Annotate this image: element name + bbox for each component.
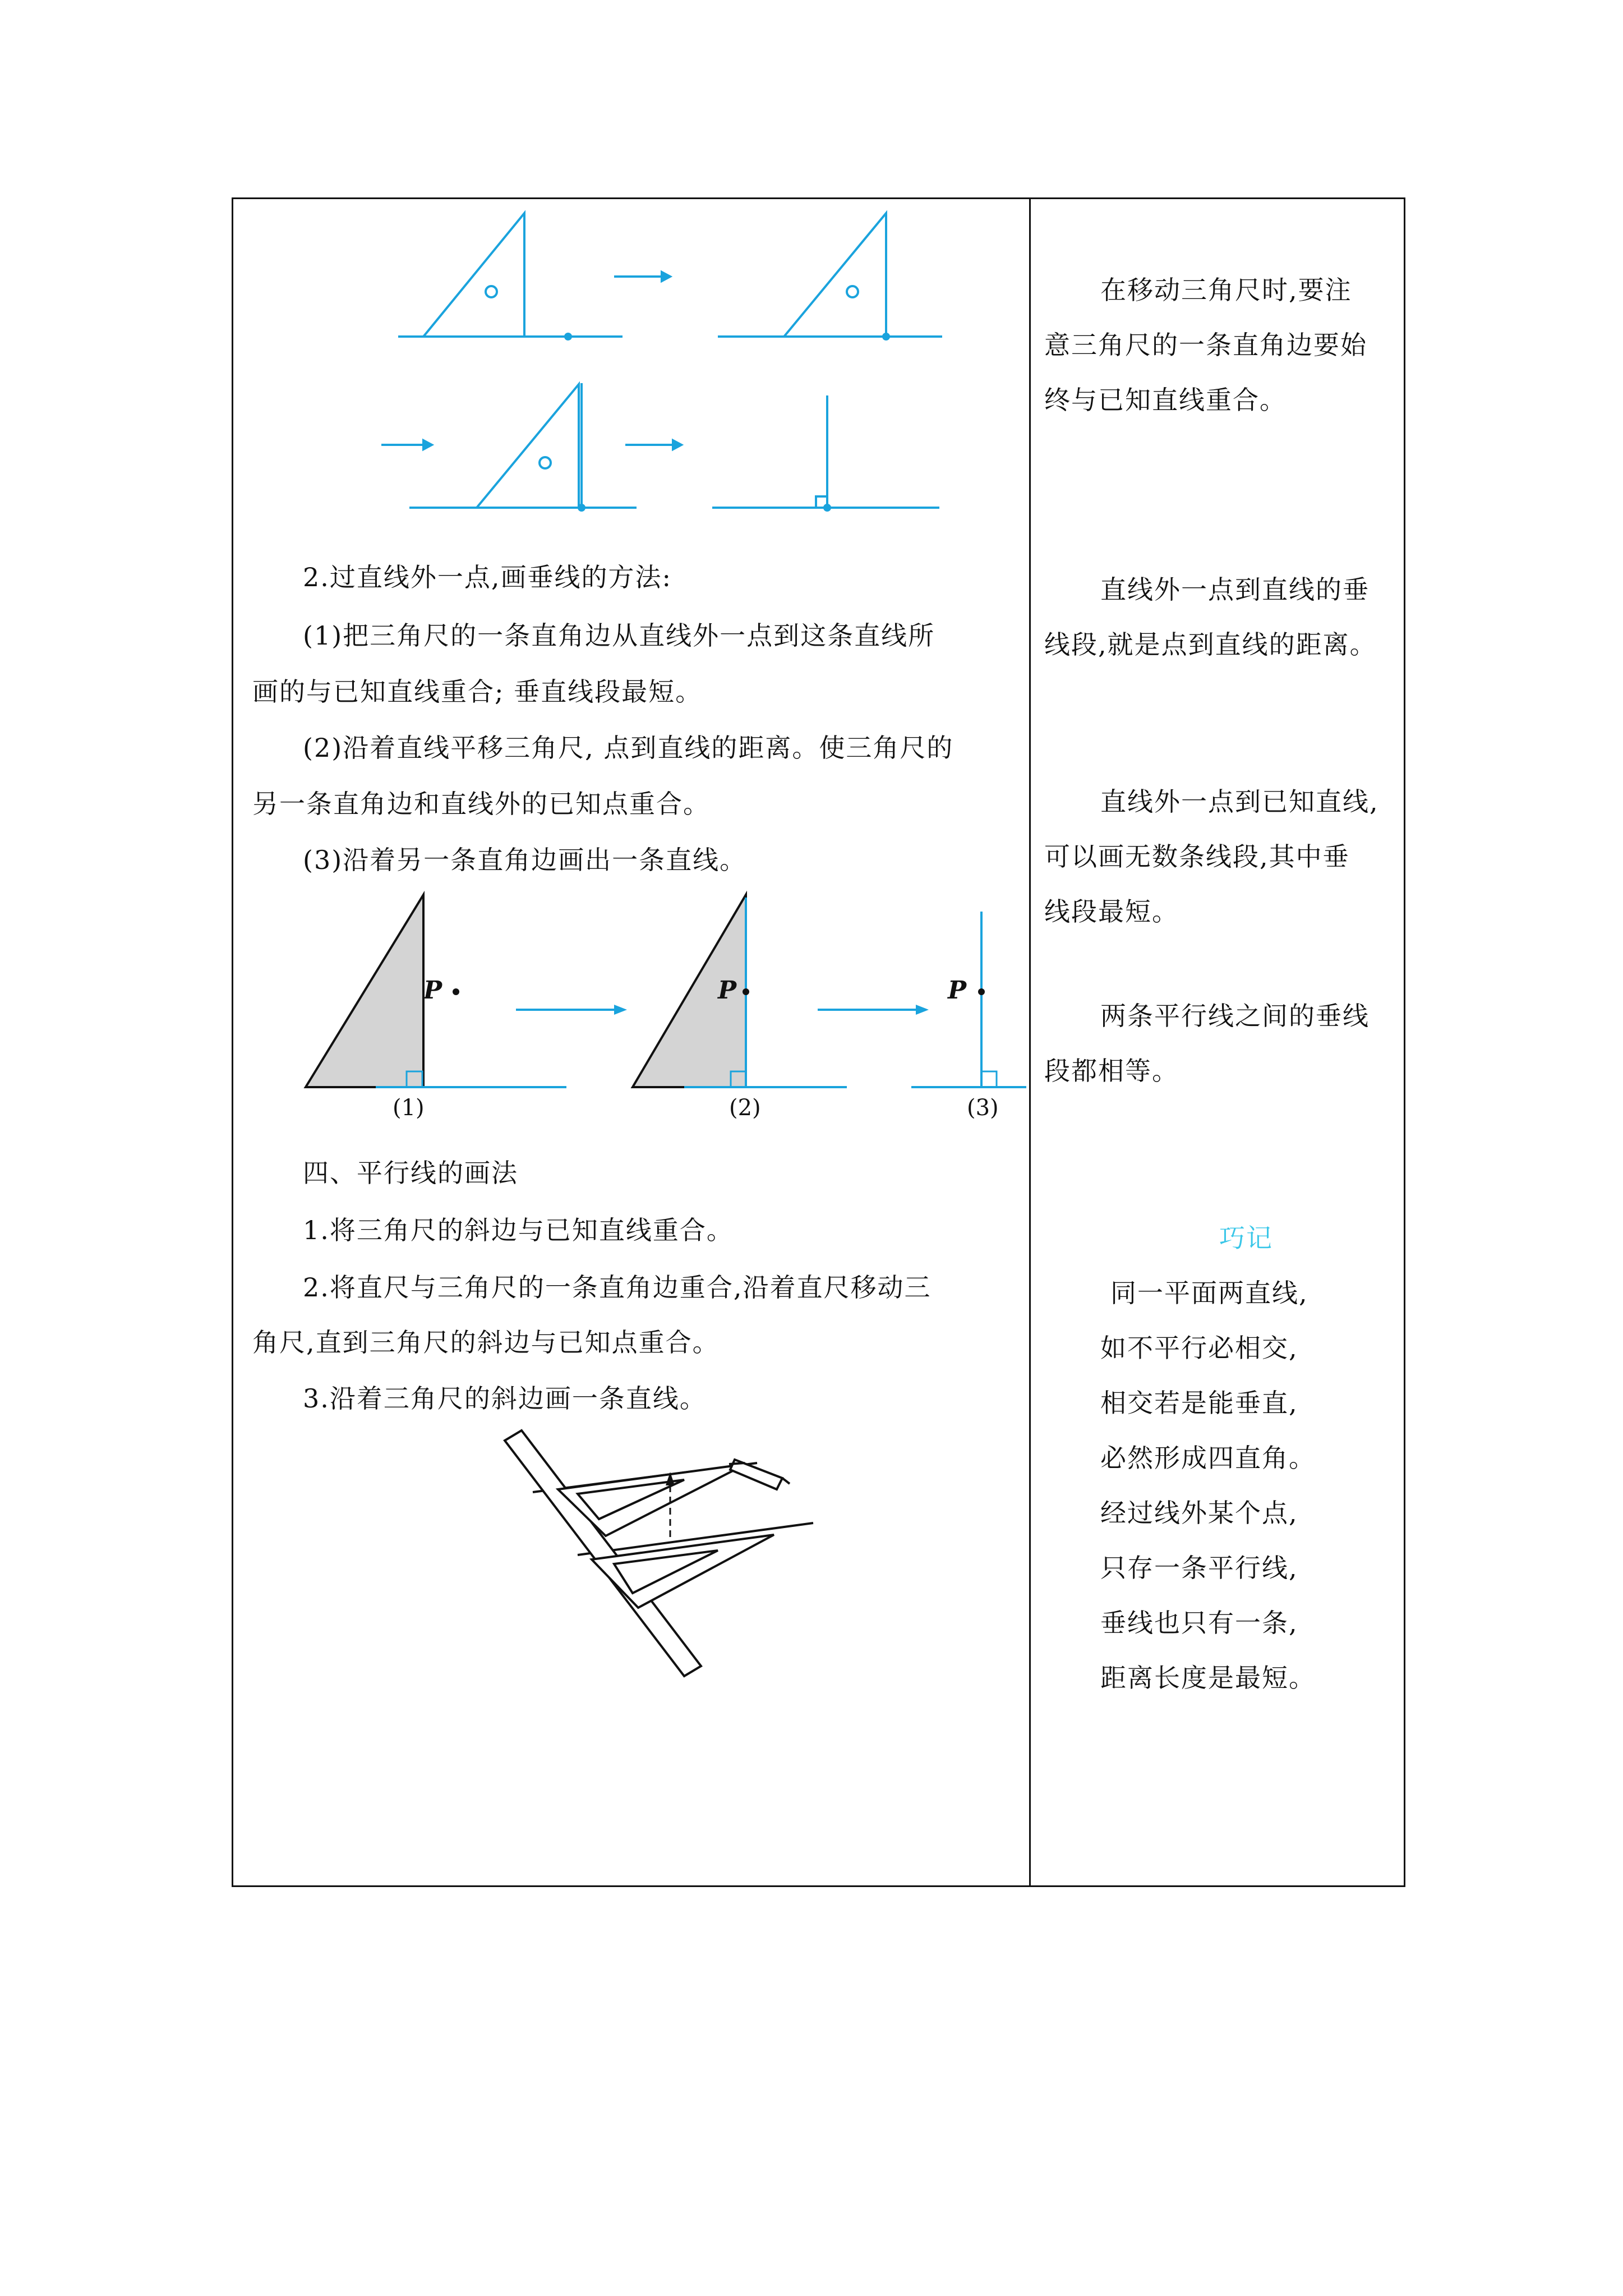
point-p-label-2: P — [718, 976, 737, 1005]
note4-line2: 段都相等。 — [1044, 1056, 1179, 1086]
fig-label-2: (2) — [729, 1095, 761, 1121]
step3: (3)沿着另一条直角边画出一条直线。 — [303, 845, 747, 875]
poem-line-3: 相交若是能垂直, — [1100, 1388, 1298, 1418]
parallel-line-figure — [499, 1425, 847, 1683]
step2-line1: (2)沿着直线平移三角尺, 点到直线的距离。使三角尺的 — [303, 733, 954, 763]
parallel-step2-line2: 角尺,直到三角尺的斜边与已知点重合。 — [252, 1327, 720, 1358]
step2-line2: 另一条直角边和直线外的已知点重合。 — [252, 789, 710, 819]
poem-line-4: 必然形成四直角。 — [1100, 1443, 1316, 1473]
section4-title: 四、平行线的画法 — [303, 1158, 518, 1188]
poem-line-1: 同一平面两直线, — [1110, 1278, 1308, 1308]
poem-line-2: 如不平行必相交, — [1100, 1333, 1298, 1363]
note3-line1: 直线外一点到已知直线, — [1100, 786, 1379, 817]
poem-line-8: 距离长度是最短。 — [1100, 1663, 1316, 1693]
poem-line-5: 经过线外某个点, — [1100, 1498, 1298, 1528]
parallel-step3: 3.沿着三角尺的斜边画一条直线。 — [303, 1383, 707, 1414]
parallel-step1: 1.将三角尺的斜边与已知直线重合。 — [303, 1215, 734, 1245]
point-p-label-3: P — [948, 976, 967, 1005]
fig-label-3: (3) — [967, 1095, 999, 1121]
perpendicular-steps-figure — [381, 202, 1054, 539]
step1-line2: 画的与已知直线重合; 垂直线段最短。 — [252, 677, 703, 707]
parallel-step2-line1: 2.将直尺与三角尺的一条直角边重合,沿着直尺移动三 — [303, 1272, 932, 1303]
note2-line1: 直线外一点到直线的垂 — [1100, 574, 1370, 605]
note2-line2: 线段,就是点到直线的距离。 — [1044, 629, 1377, 660]
note3-line3: 线段最短。 — [1044, 896, 1179, 927]
point-p-label-1: P — [423, 976, 442, 1005]
fig-label-1: (1) — [393, 1095, 425, 1121]
note1-line2: 意三角尺的一条直角边要始 — [1044, 330, 1367, 360]
poem-line-6: 只存一条平行线, — [1100, 1553, 1298, 1583]
poem-line-7: 垂线也只有一条, — [1100, 1608, 1298, 1638]
note1-line3: 终与已知直线重合。 — [1044, 385, 1287, 415]
note4-line1: 两条平行线之间的垂线 — [1100, 1001, 1370, 1031]
note1-line1: 在移动三角尺时,要注 — [1100, 275, 1352, 305]
step1-line1: (1)把三角尺的一条直角边从直线外一点到这条直线所 — [303, 620, 935, 651]
section2-title: 2.过直线外一点,画垂线的方法: — [303, 562, 672, 592]
note3-line2: 可以画无数条线段,其中垂 — [1044, 841, 1350, 872]
memory-tip-title: 巧记 — [1219, 1223, 1273, 1253]
